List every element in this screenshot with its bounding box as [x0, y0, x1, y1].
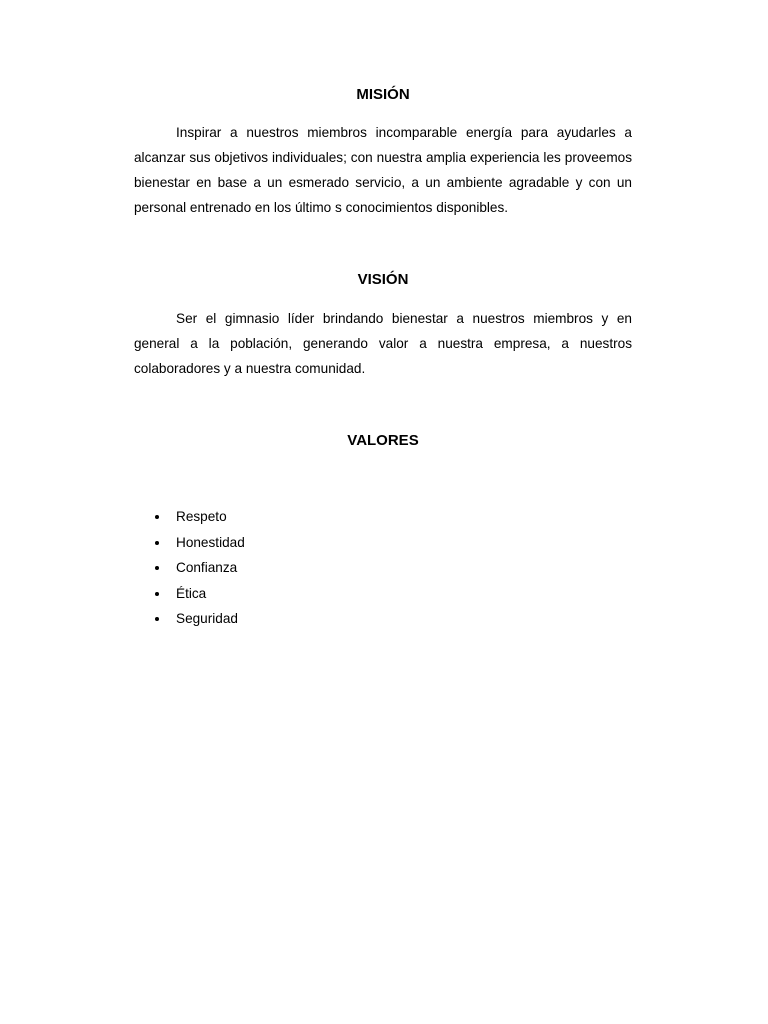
bullet-icon	[155, 592, 159, 596]
list-item	[134, 606, 534, 632]
vision-heading: VISIÓN	[357, 271, 409, 288]
bullet-icon	[155, 541, 159, 545]
valor-label: Confianza	[176, 560, 238, 575]
list-item	[134, 530, 534, 556]
valor-label: Ética	[176, 585, 207, 601]
valor-label: Respeto	[176, 509, 227, 524]
valores-heading: VALORES	[347, 432, 419, 449]
list-item	[134, 555, 534, 581]
list-item	[134, 504, 534, 530]
bullet-icon	[155, 566, 159, 570]
bullet-icon	[155, 515, 159, 519]
valor-label: Honestidad	[176, 534, 245, 550]
bullet-icon	[155, 617, 159, 621]
list-item	[134, 581, 534, 607]
mision-paragraph: Inspirar a nuestros miembros incomparable energía para ayudarles a alcanzar sus objetivos individuales; con nuestra amplia experiencia les proveemos bienestar en base a un esmerado servicio, a un ambiente agradable y con un personal entrenado en los último s conocimientos disponibles.	[134, 125, 632, 215]
valores-list	[134, 504, 534, 632]
valor-label: Seguridad	[176, 611, 238, 626]
vision-paragraph: Ser el gimnasio líder brindando bienestar a nuestros miembros y en general a la población, generando valor a nuestra empresa, a nuestros colaboradores y a nuestra comunidad.	[134, 311, 632, 376]
mision-heading: MISIÓN	[356, 86, 410, 103]
